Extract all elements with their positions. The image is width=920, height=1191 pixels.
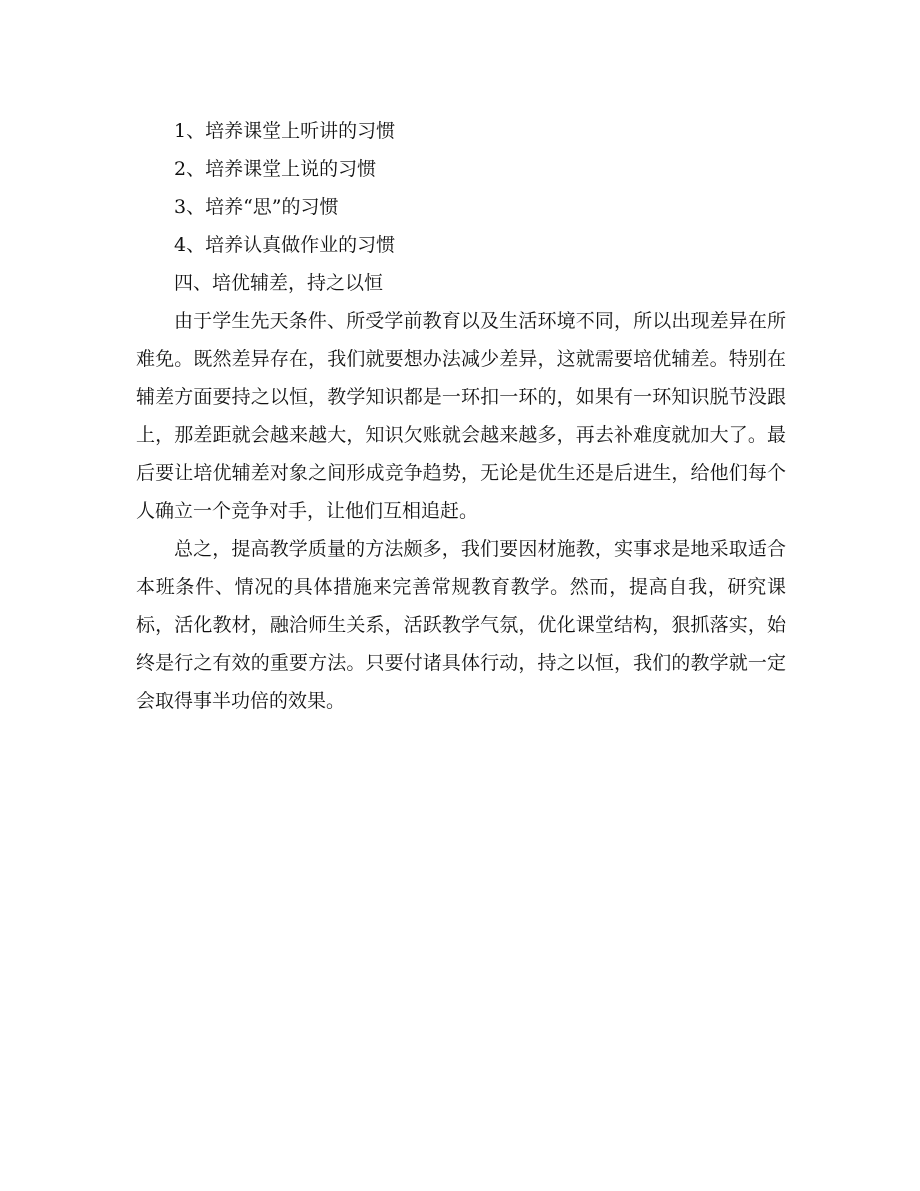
habit-item-4: 4、培养认真做作业的习惯 xyxy=(174,234,396,256)
document-body xyxy=(136,112,786,720)
habit-item-3: 3、培养“思”的习惯 xyxy=(174,196,339,218)
paragraph-conclusion: 总之，提高教学质量的方法颇多，我们要因材施教，实事求是地采取适合本班条件、情况的具体措施来完善常规教育教学。然而，提高自我，研究课标，活化教材，融洽师生关系，活跃教学气氛，优化课堂结构，狠抓落实，始终是行之有效的重要方法。只要付诸具体行动，持之以恒，我们的教学就一定会取得事半功倍的效果。 xyxy=(136,538,786,712)
paragraph-differences: 由于学生先天条件、所受学前教育以及生活环境不同，所以出现差异在所难免。既然差异存在，我们就要想办法减少差异，这就需要培优辅差。特别在辅差方面要持之以恒，教学知识都是一环扣一环的，如果有一环知识脱节没跟上，那差距就会越来越大，知识欠账就会越来越多，再去补难度就加大了。最后要让培优辅差对象之间形成竞争趋势，无论是优生还是后进生，给他们每个人确立一个竞争对手，让他们互相追赶。 xyxy=(136,310,786,522)
habit-item-1: 1、培养课堂上听讲的习惯 xyxy=(174,120,396,142)
section-heading: 四、培优辅差，持之以恒 xyxy=(174,272,384,294)
habit-item-2: 2、培养课堂上说的习惯 xyxy=(174,158,377,180)
